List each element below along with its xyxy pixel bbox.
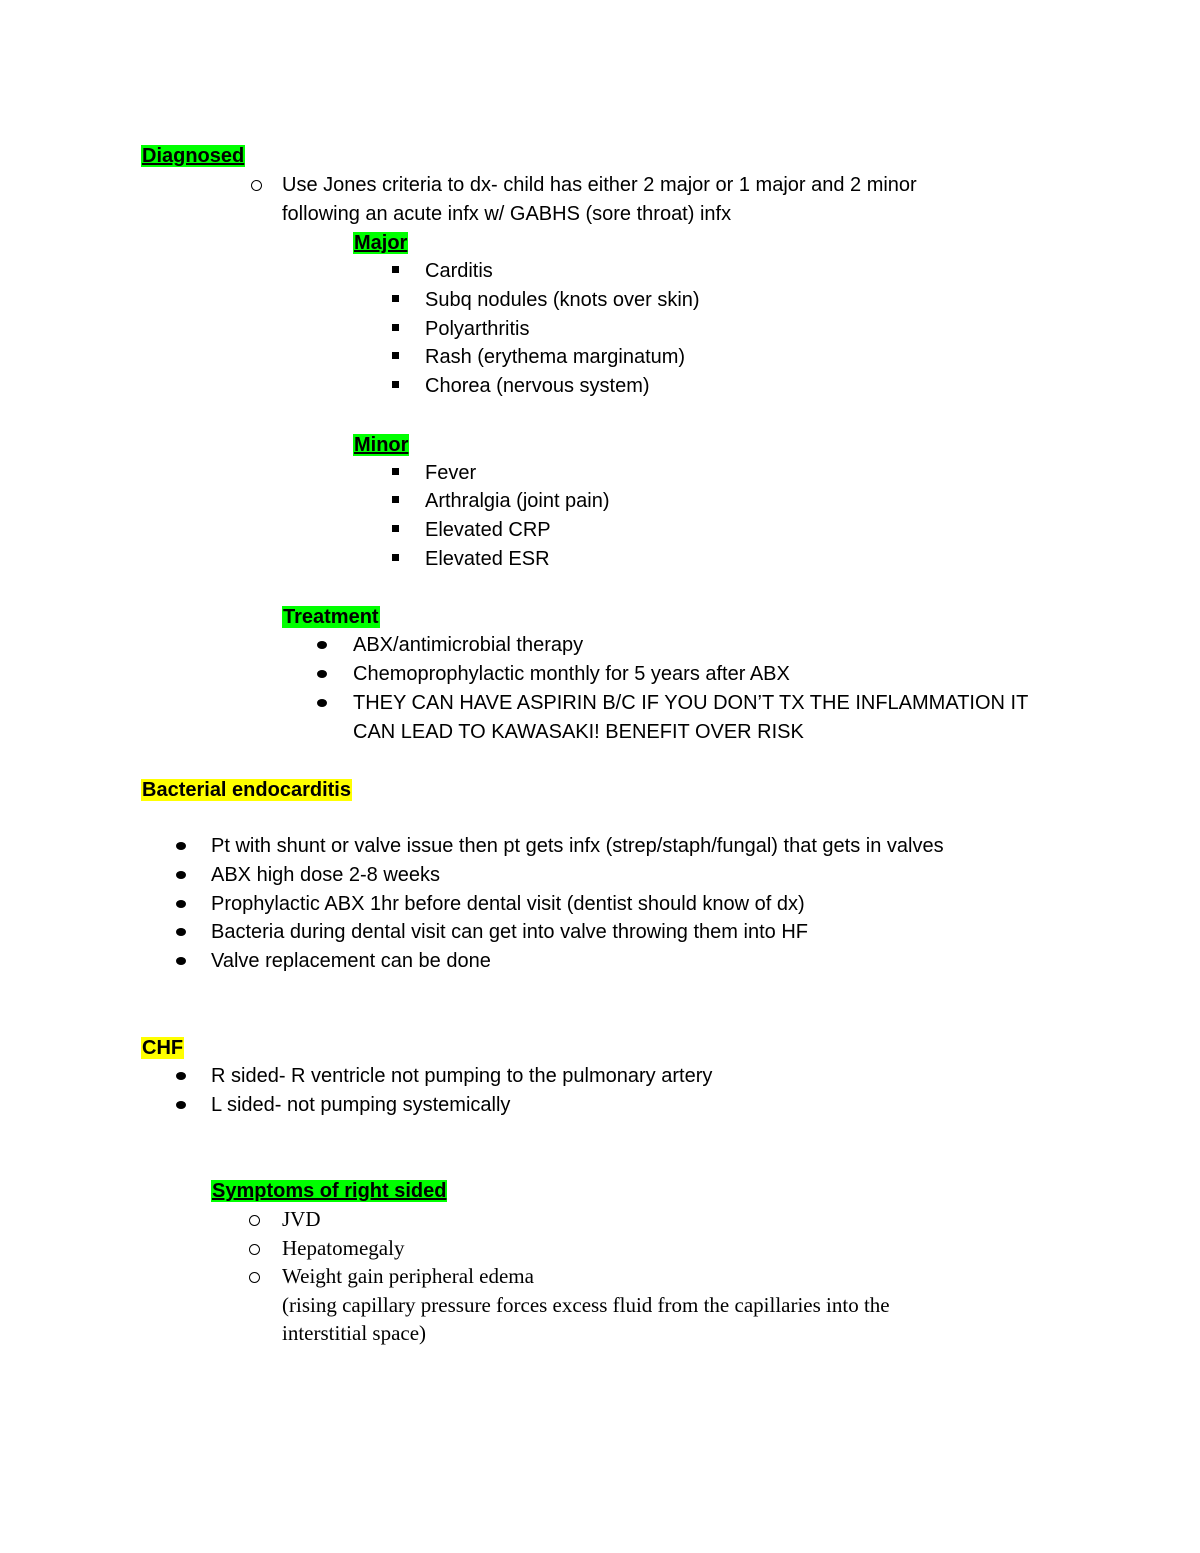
treatment-item: THEY CAN HAVE ASPIRIN B/C IF YOU DON’T TX THE INFLAMMATION IT xyxy=(353,692,1029,714)
chf-item: L sided- not pumping systemically xyxy=(211,1094,511,1116)
diagnosed-heading xyxy=(141,142,245,170)
chf-heading-text: CHF xyxy=(142,1037,184,1059)
square-bullet-icon xyxy=(392,381,399,388)
major-item: Polyarthritis xyxy=(425,318,530,340)
filled-dot-bullet-icon xyxy=(176,957,186,965)
endocarditis-item: Pt with shunt or valve issue then pt gets infx (strep/staph/fungal) that gets in valves xyxy=(211,835,944,857)
right-sided-heading xyxy=(211,1177,447,1205)
right-sided-item: Weight gain peripheral edema xyxy=(282,1264,534,1288)
square-bullet-icon xyxy=(392,525,399,532)
major-item: Subq nodules (knots over skin) xyxy=(425,289,700,311)
endocarditis-item: Bacteria during dental visit can get into valve throwing them into HF xyxy=(211,921,808,943)
major-item: Rash (erythema marginatum) xyxy=(425,346,686,368)
treatment-heading-text: Treatment xyxy=(283,606,379,628)
minor-item: Fever xyxy=(425,462,477,484)
major-item: Chorea (nervous system) xyxy=(425,375,650,397)
filled-dot-bullet-icon xyxy=(317,670,327,678)
treatment-item: ABX/antimicrobial therapy xyxy=(353,634,584,656)
square-bullet-icon xyxy=(392,468,399,475)
filled-dot-bullet-icon xyxy=(176,842,186,850)
square-bullet-icon xyxy=(392,554,399,561)
hollow-circle-bullet-icon xyxy=(251,180,262,191)
hollow-circle-bullet-icon xyxy=(249,1215,260,1226)
minor-item: Elevated CRP xyxy=(425,519,551,541)
hollow-circle-bullet-icon xyxy=(249,1272,260,1283)
square-bullet-icon xyxy=(392,496,399,503)
hollow-circle-bullet-icon xyxy=(249,1244,260,1255)
endocarditis-heading xyxy=(141,776,352,804)
filled-dot-bullet-icon xyxy=(176,1101,186,1109)
square-bullet-icon xyxy=(392,266,399,273)
square-bullet-icon xyxy=(392,324,399,331)
minor-heading xyxy=(353,431,409,459)
major-heading xyxy=(353,229,408,257)
endocarditis-item: Prophylactic ABX 1hr before dental visit (dentist should know of dx) xyxy=(211,893,805,915)
right-sided-item-note: (rising capillary pressure forces excess fluid from the capillaries into the xyxy=(282,1293,890,1317)
jones-criteria-line-2: following an acute infx w/ GABHS (sore throat) infx xyxy=(282,203,732,225)
diagnosed-heading-text: Diagnosed xyxy=(142,145,245,167)
jones-criteria-line-1: Use Jones criteria to dx- child has either 2 major or 1 major and 2 minor xyxy=(282,174,917,196)
right-sided-item: Hepatomegaly xyxy=(282,1236,405,1260)
major-item: Carditis xyxy=(425,260,493,282)
square-bullet-icon xyxy=(392,295,399,302)
right-sided-item-note: interstitial space) xyxy=(282,1321,427,1345)
major-heading-text: Major xyxy=(354,232,408,254)
right-sided-item: JVD xyxy=(282,1207,321,1231)
filled-dot-bullet-icon xyxy=(176,1072,186,1080)
treatment-item: Chemoprophylactic monthly for 5 years after ABX xyxy=(353,663,790,685)
minor-item: Elevated ESR xyxy=(425,548,550,570)
endocarditis-item: Valve replacement can be done xyxy=(211,950,491,972)
chf-item: R sided- R ventricle not pumping to the pulmonary artery xyxy=(211,1065,713,1087)
minor-item: Arthralgia (joint pain) xyxy=(425,490,610,512)
treatment-item-continued: CAN LEAD TO KAWASAKI! BENEFIT OVER RISK xyxy=(353,721,804,743)
treatment-heading xyxy=(282,603,380,631)
endocarditis-heading-text: Bacterial endocarditis xyxy=(142,779,351,801)
right-sided-heading-text: Symptoms of right sided xyxy=(212,1180,447,1202)
filled-dot-bullet-icon xyxy=(317,641,327,649)
filled-dot-bullet-icon xyxy=(317,699,327,707)
square-bullet-icon xyxy=(392,352,399,359)
filled-dot-bullet-icon xyxy=(176,900,186,908)
filled-dot-bullet-icon xyxy=(176,871,186,879)
minor-heading-text: Minor xyxy=(354,434,409,456)
filled-dot-bullet-icon xyxy=(176,928,186,936)
chf-heading xyxy=(141,1034,184,1062)
endocarditis-item: ABX high dose 2-8 weeks xyxy=(211,864,441,886)
